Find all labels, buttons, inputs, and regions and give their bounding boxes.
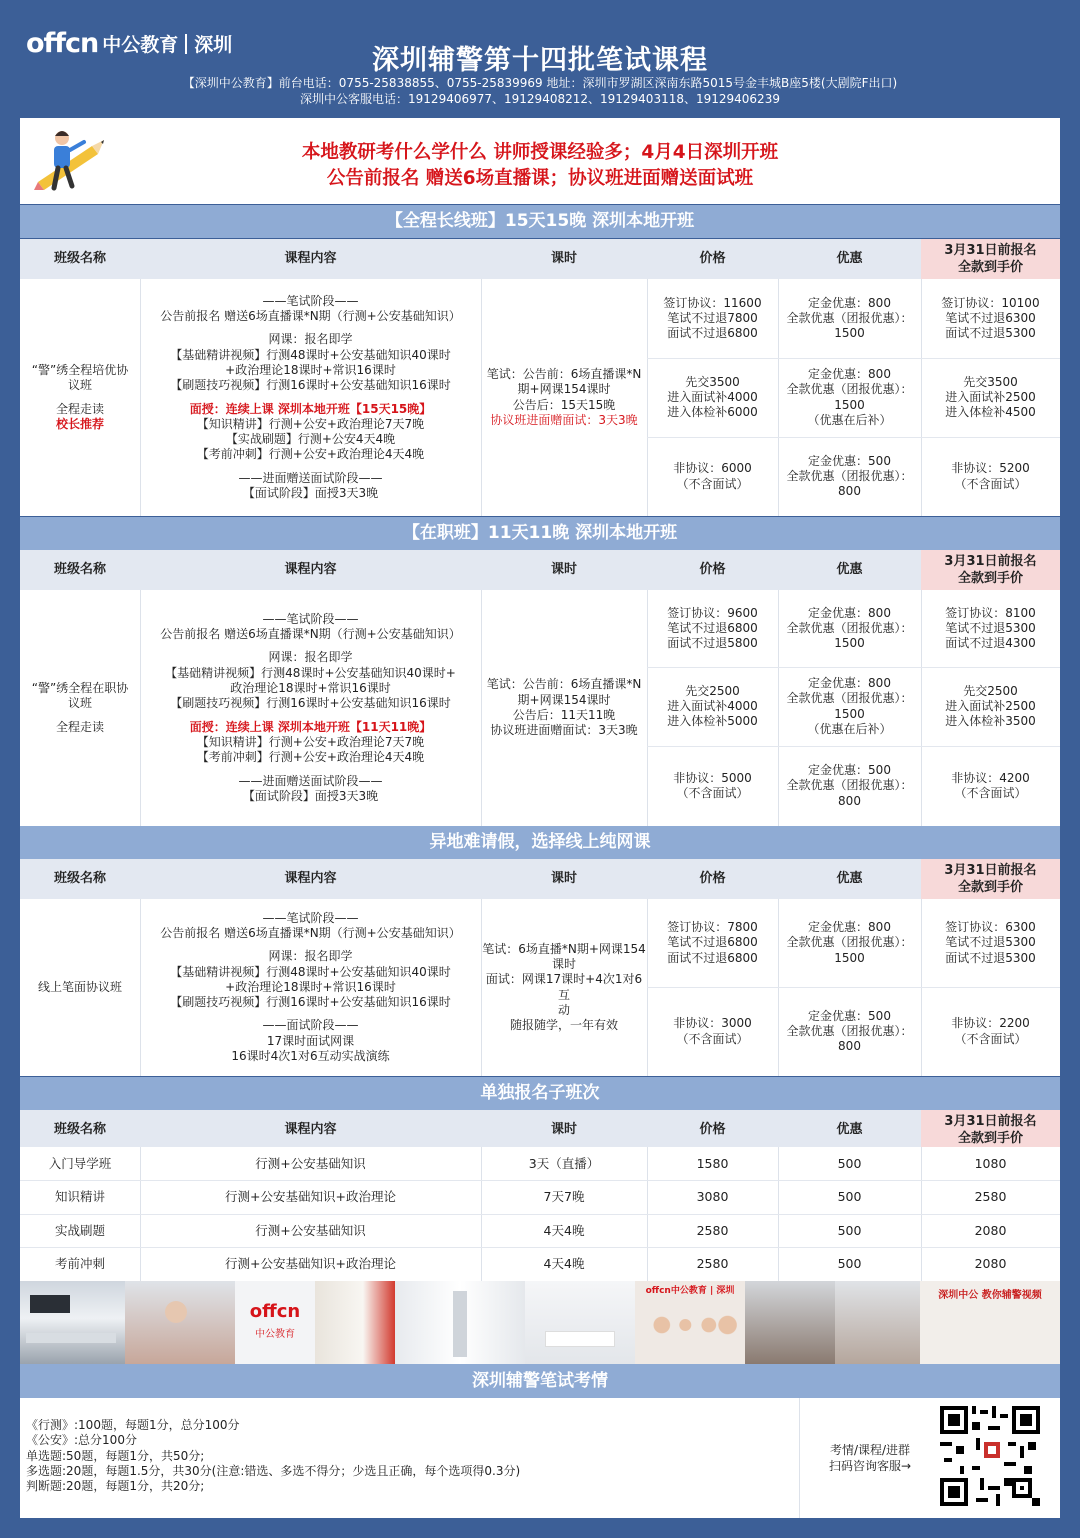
offer-cell: [778, 279, 921, 358]
promo-sign-photo: [920, 1281, 1060, 1364]
content-line-highlight: 面授：连续上课 深圳本地开班【15天15晚】: [189, 401, 432, 416]
row-content: 行测+公安基础知识+政治理论: [225, 1189, 396, 1204]
col-final-price-line1: 3月31日前报名: [944, 554, 1037, 569]
final-line: 非协议：2200: [951, 1016, 1030, 1031]
col-price: 价格: [699, 562, 726, 577]
price-line: 进入体检补6000: [667, 405, 758, 420]
page-title: 深圳辅警第十四批笔试课程: [372, 45, 708, 76]
col-offer: 优惠: [836, 562, 863, 577]
contact-line-1: 【深圳中公教育】前台电话：0755-25838855、0755-25839969 地址：深圳市罗湖区深南东路5015号金丰城B座5楼(大剧院F出口): [182, 76, 898, 90]
content-line: 网课：报名即学: [268, 332, 353, 347]
row-content: 行测+公安基础知识: [255, 1156, 366, 1171]
row-class-name: 知识精讲: [54, 1189, 105, 1204]
col-content: 课程内容: [284, 871, 337, 886]
col-hours: 课时: [550, 1122, 577, 1137]
price-cell: [647, 279, 778, 358]
final-price-cell: [921, 279, 1060, 358]
full-course-table: [20, 279, 1060, 516]
col-final-price: [921, 239, 1060, 279]
col-class-name: 班级名称: [53, 871, 106, 886]
section-title-sub-classes: 单独报名子班次: [20, 1077, 1060, 1110]
col-class-name: 班级名称: [53, 1122, 106, 1137]
col-final-price-line2: 全款到手价: [957, 571, 1023, 586]
offer-line: 全款优惠（团报优惠）：: [786, 935, 913, 950]
qr-caption-line: 扫码咨询客服→: [828, 1459, 912, 1473]
offer-cell: [778, 358, 921, 437]
price-cell: [647, 590, 778, 667]
column-header-row: [20, 550, 1060, 590]
content-line: ——笔试阶段——: [262, 293, 359, 308]
hours-line-highlight: 协议班进面赠面试：3天3晚: [490, 412, 638, 427]
class-name-line: 全程走读: [55, 719, 104, 734]
column-header-row: [20, 1110, 1060, 1150]
row-class-name: 考前冲刺: [54, 1256, 105, 1271]
price-cell: [647, 987, 778, 1076]
content-line: 【面试阶段】面授3天3晚: [242, 788, 379, 803]
hours-line: 笔试：公告前：6场直播课*N: [486, 366, 642, 381]
col-hours: 课时: [550, 562, 577, 577]
content-line-highlight: 面授：连续上课 深圳本地开班【11天11晚】: [189, 719, 432, 734]
row-offer: 500: [837, 1156, 862, 1171]
final-line: 笔试不过退5300: [945, 620, 1036, 635]
hours-line: 公告后：11天11晚: [512, 708, 616, 722]
content-line: 【基础精讲视频】行测48课时+公安基础知识40课时+: [165, 665, 456, 680]
promo-headline-2: 公告前报名 赠送6场直播课；协议班进面赠送面试班: [326, 168, 754, 189]
contact-line-2: 深圳中公客服电话：19129406977、19129408212、19129403118、19129406239: [300, 92, 780, 106]
row-content: 行测+公安基础知识+政治理论: [225, 1256, 396, 1271]
final-line: （不含面试）: [954, 1031, 1027, 1046]
offer-line: 800: [838, 484, 861, 499]
final-line: 笔试不过退6300: [945, 310, 1036, 325]
final-line: 笔试不过退5300: [945, 935, 1036, 950]
content-line: 政治理论18课时+常识16课时: [230, 681, 391, 696]
row-offer: 500: [837, 1189, 862, 1204]
content-line: 公告前报名 赠送6场直播课*N期（行测+公安基础知识）: [160, 925, 461, 940]
section-title-exam: 深圳辅警笔试考情: [20, 1364, 1060, 1398]
final-price-cell: [921, 987, 1060, 1076]
offer-cell: [778, 987, 921, 1076]
row-offer: 500: [837, 1256, 862, 1271]
col-final-price: [921, 1110, 1060, 1150]
offer-line: 1500: [834, 326, 865, 341]
col-class-name: 班级名称: [53, 562, 106, 577]
row-final-price: 1080: [974, 1156, 1007, 1171]
col-hours: 课时: [550, 871, 577, 886]
price-line: 笔试不过退7800: [667, 310, 758, 325]
column-header-row: [20, 859, 1060, 899]
col-final-price-line2: 全款到手价: [957, 880, 1023, 895]
class-name-line: 议班: [67, 378, 92, 393]
offer-cell: [778, 899, 921, 987]
col-offer: 优惠: [836, 1122, 863, 1137]
content-line: 【知识精讲】行测+公安+政治理论7天7晚: [196, 734, 425, 749]
final-line: 签订协议：6300: [945, 920, 1036, 935]
hours-cell: [481, 279, 647, 516]
col-hours: 课时: [550, 251, 577, 266]
price-line: 先交2500: [685, 683, 740, 698]
price-line: （不含面试）: [676, 1031, 749, 1046]
row-content: 行测+公安基础知识: [255, 1223, 366, 1238]
final-price-cell: [921, 358, 1060, 437]
content-line: 17课时面试网课: [266, 1033, 355, 1048]
group-banner-text: offcn中公教育 | 深圳: [645, 1286, 735, 1296]
offer-line: 定金优惠：800: [808, 920, 891, 935]
row-hours: 3天（直播）: [528, 1156, 600, 1171]
hours-line: 笔试：6场直播*N期+网课154: [482, 941, 646, 956]
offer-line: 1500: [834, 950, 865, 965]
col-final-price: [921, 550, 1060, 590]
offer-line: 定金优惠：500: [808, 1008, 891, 1023]
exam-info-panel: [20, 1398, 1060, 1518]
page-header: [0, 0, 1080, 118]
corridor-photo: [395, 1281, 525, 1364]
row-final-price: 2080: [974, 1256, 1007, 1271]
col-content: 课程内容: [284, 251, 337, 266]
classroom-photo: [20, 1281, 125, 1364]
offer-line: 定金优惠：500: [808, 763, 891, 778]
final-line: 进入体检补3500: [945, 714, 1036, 729]
content-line: ——进面赠送面试阶段——: [238, 470, 383, 485]
part-time-table: [20, 590, 1060, 826]
logo-mark: offcn: [26, 28, 99, 59]
hours-line: 随报随学，一年有效: [509, 1018, 618, 1033]
offer-line: 全款优惠（团报优惠）：: [786, 310, 913, 325]
col-final-price-line1: 3月31日前报名: [944, 243, 1037, 258]
final-line: 先交2500: [963, 683, 1018, 698]
table-row: [20, 1180, 1060, 1213]
row-price: 2580: [696, 1223, 729, 1238]
exam-info-line: 多选题:20题，每题1.5分，共30分(注意:错选、多选不得分；少选且正确，每个选项得0.3分): [26, 1463, 521, 1478]
row-final-price: 2580: [974, 1189, 1007, 1204]
price-cell: [647, 899, 778, 987]
offer-line: 全款优惠（团报优惠）：: [786, 468, 913, 483]
course-content-cell: [140, 590, 481, 826]
col-final-price-line1: 3月31日前报名: [944, 1114, 1037, 1129]
hours-line: 面试：网课17课时+4次1对6互: [485, 972, 643, 1002]
content-line: ——笔试阶段——: [262, 611, 359, 626]
final-price-cell: [921, 899, 1060, 987]
price-line: 签订协议：11600: [663, 295, 762, 310]
col-offer: 优惠: [836, 871, 863, 886]
col-content: 课程内容: [284, 1122, 337, 1137]
class-name-line: 全程走读: [55, 401, 104, 416]
classroom-photo: [125, 1281, 235, 1364]
exam-info-list: [26, 1418, 520, 1494]
offer-line: （优惠在后补）: [807, 721, 892, 736]
section-title-online: 异地难请假，选择线上纯网课: [20, 826, 1060, 859]
col-offer: 优惠: [836, 251, 863, 266]
photo-logo-cn: 中公教育: [255, 1329, 295, 1340]
content-line: 【考前冲刺】行测+公安+政治理论4天4晚: [196, 750, 425, 765]
qr-caption-line: 考情/课程/进群: [829, 1443, 911, 1457]
offer-line: 全款优惠（团报优惠）：: [786, 778, 913, 793]
class-name-line: 线上笔面协议班: [37, 979, 122, 994]
offer-cell: [778, 667, 921, 746]
offer-line: 定金优惠：800: [808, 366, 891, 381]
hours-line: 期+网课154课时: [517, 382, 611, 397]
offer-line: 1500: [834, 706, 865, 721]
column-header-row: [20, 239, 1060, 279]
offer-line: 定金优惠：500: [808, 453, 891, 468]
final-line: 非协议：5200: [951, 461, 1030, 476]
price-line: （不含面试）: [676, 476, 749, 491]
group-photo: [635, 1281, 745, 1364]
col-final-price-line2: 全款到手价: [957, 1131, 1023, 1146]
row-price: 3080: [696, 1189, 729, 1204]
qr-caption: [800, 1442, 940, 1474]
row-hours: 4天4晚: [543, 1223, 585, 1238]
col-price: 价格: [699, 871, 726, 886]
exam-info-line: 判断题:20题，每题1分，共20分;: [26, 1479, 205, 1494]
offer-line: 1500: [834, 636, 865, 651]
offer-line: 定金优惠：800: [808, 605, 891, 620]
content-line: 【考前冲刺】行测+公安+政治理论4天4晚: [196, 447, 425, 462]
qr-code-icon[interactable]: [940, 1406, 1040, 1506]
class-name-cell: [20, 899, 140, 1076]
promo-banner: [20, 118, 1060, 204]
col-content: 课程内容: [284, 562, 337, 577]
final-price-cell: [921, 667, 1060, 746]
content-line: 网课：报名即学: [268, 949, 353, 964]
logo-city: 深圳: [194, 34, 233, 56]
final-line: 面试不过退4300: [945, 636, 1036, 651]
hours-line: 公告后：15天15晚: [512, 397, 616, 412]
logo-chinese: 中公教育: [102, 34, 179, 56]
row-price: 1580: [696, 1156, 729, 1171]
content-line: 网课：报名即学: [268, 650, 353, 665]
offer-cell: [778, 746, 921, 826]
content-line: ——面试阶段——: [262, 1018, 359, 1033]
class-name-cell: [20, 279, 140, 516]
col-final-price: [921, 859, 1060, 899]
offer-line: 全款优惠（团报优惠）：: [786, 691, 913, 706]
price-line: 面试不过退6800: [667, 950, 758, 965]
table-row: [20, 1147, 1060, 1180]
sub-class-table: [20, 1147, 1060, 1281]
course-content-cell: [140, 279, 481, 516]
offer-cell: [778, 590, 921, 667]
class-name-line: “警”绣全程培优协: [31, 362, 129, 377]
price-cell: [647, 667, 778, 746]
price-line: 面试不过退6800: [667, 326, 758, 341]
content-line: 【刷题技巧视频】行测16课时+公安基础知识16课时: [170, 696, 451, 711]
row-hours: 4天4晚: [543, 1256, 585, 1271]
final-price-cell: [921, 746, 1060, 826]
offer-line: 800: [838, 1039, 861, 1054]
final-line: 进入面试补2500: [945, 698, 1036, 713]
row-hours: 7天7晚: [543, 1189, 585, 1204]
offer-line: 定金优惠：800: [808, 295, 891, 310]
final-line: 非协议：4200: [951, 770, 1030, 785]
final-line: 进入面试补2500: [945, 389, 1036, 404]
exam-info-line: 《公安》:总分100分: [26, 1433, 137, 1448]
reception-photo: [525, 1281, 635, 1364]
price-cell: [647, 437, 778, 516]
class-name-line: “警”绣全程在职协: [31, 681, 129, 696]
final-line: 签订协议：10100: [941, 295, 1040, 310]
price-line: （不含面试）: [676, 786, 749, 800]
content-line: ——笔试阶段——: [262, 910, 359, 925]
final-line: 签订协议：8100: [945, 605, 1036, 620]
sign-text: 深圳中公 教你辅警视频: [938, 1290, 1042, 1301]
hours-line: 动: [557, 1002, 570, 1017]
offer-cell: [778, 437, 921, 516]
row-offer: 500: [837, 1223, 862, 1238]
final-line: （不含面试）: [954, 786, 1027, 800]
offer-line: 全款优惠（团报优惠）：: [786, 620, 913, 635]
price-line: 非协议：6000: [673, 461, 752, 476]
content-line: +政治理论18课时+常识16课时: [225, 362, 396, 377]
content-line: 【刷题技巧视频】行测16课时+公安基础知识16课时: [170, 378, 451, 393]
offer-line: 定金优惠：800: [808, 675, 891, 690]
content-line: +政治理论18课时+常识16课时: [225, 979, 396, 994]
campus-photo-strip: [20, 1281, 1060, 1364]
hours-line: 期+网课154课时: [517, 692, 611, 707]
col-price: 价格: [699, 251, 726, 266]
row-price: 2580: [696, 1256, 729, 1271]
price-line: 进入面试补4000: [667, 389, 758, 404]
price-line: 签订协议：7800: [667, 920, 758, 935]
row-final-price: 2080: [974, 1223, 1007, 1238]
photo-logo-text: offcn: [249, 1301, 301, 1322]
hours-cell: [481, 590, 647, 826]
final-line: 进入体检补4500: [945, 405, 1036, 420]
content-line: ——进面赠送面试阶段——: [238, 773, 383, 788]
price-line: 非协议：3000: [673, 1016, 752, 1031]
table-row: [20, 1247, 1060, 1280]
price-cell: [647, 746, 778, 826]
class-name-cell: [20, 590, 140, 826]
price-line: 面试不过退5800: [667, 636, 758, 651]
col-price: 价格: [699, 1122, 726, 1137]
col-final-price-line2: 全款到手价: [957, 260, 1023, 275]
content-line: 公告前报名 赠送6场直播课*N期（行测+公安基础知识）: [160, 309, 461, 324]
row-class-name: 入门导学班: [48, 1156, 112, 1171]
exam-info-line: 《行测》:100题，每题1分，总分100分: [26, 1418, 240, 1432]
class-session-photo: [745, 1281, 835, 1364]
final-line: 面试不过退5300: [945, 950, 1036, 965]
price-line: 进入面试补4000: [667, 698, 758, 713]
section-title-part-time: 【在职班】11天11晚 深圳本地开班: [20, 517, 1060, 550]
offer-line: 1500: [834, 397, 865, 412]
hours-line: 笔试：公告前：6场直播课*N: [486, 677, 642, 692]
final-price-cell: [921, 437, 1060, 516]
table-row: [20, 1214, 1060, 1247]
content-line: 16课时4次1对6互动实战演练: [231, 1049, 390, 1064]
content-line: 公告前报名 赠送6场直播课*N期（行测+公安基础知识）: [160, 627, 461, 642]
online-table: [20, 899, 1060, 1076]
final-line: 先交3500: [963, 374, 1018, 389]
content-line: 【面试阶段】面授3天3晚: [242, 485, 379, 500]
col-class-name: 班级名称: [53, 251, 106, 266]
course-content-cell: [140, 899, 481, 1076]
hours-cell: [481, 899, 647, 1076]
price-cell: [647, 358, 778, 437]
final-price-cell: [921, 590, 1060, 667]
final-line: 面试不过退5300: [945, 326, 1036, 341]
price-line: 先交3500: [685, 374, 740, 389]
price-line: 非协议：5000: [673, 770, 752, 785]
price-line: 进入体检补5000: [667, 714, 758, 729]
lobby-logo-photo: [235, 1281, 315, 1364]
price-line: 签订协议：9600: [667, 605, 758, 620]
col-final-price-line1: 3月31日前报名: [944, 863, 1037, 878]
content-line: 【基础精讲视频】行测48课时+公安基础知识40课时: [170, 347, 451, 362]
class-session-photo: [835, 1281, 920, 1364]
hours-line: 协议班进面赠面试：3天3晚: [490, 723, 638, 738]
section-title-full-course: 【全程长线班】15天15晚 深圳本地开班: [20, 205, 1060, 238]
row-class-name: 实战刷题: [54, 1223, 105, 1238]
promo-headline-1: 本地教研考什么学什么 讲师授课经验多；4月4日深圳开班: [301, 142, 779, 163]
final-line: （不含面试）: [954, 476, 1027, 491]
class-name-line: 议班: [67, 696, 92, 711]
offer-line: 全款优惠（团报优惠）：: [786, 1023, 913, 1038]
content-line: 【实战刷题】行测+公安4天4晚: [225, 432, 396, 447]
exam-info-line: 单选题:50题，每题1分，共50分;: [26, 1448, 205, 1463]
offer-line: 800: [838, 793, 861, 808]
price-line: 笔试不过退6800: [667, 935, 758, 950]
price-line: 笔试不过退6800: [667, 620, 758, 635]
principal-recommend-badge: 校长推荐: [55, 416, 104, 431]
content-line: 【刷题技巧视频】行测16课时+公安基础知识16课时: [170, 995, 451, 1010]
offer-line: （优惠在后补）: [807, 412, 892, 427]
hours-line: 课时: [551, 956, 576, 971]
content-line: 【知识精讲】行测+公安+政治理论7天7晚: [196, 416, 425, 431]
content-line: 【基础精讲视频】行测48课时+公安基础知识40课时: [170, 964, 451, 979]
offer-line: 全款优惠（团报优惠）：: [786, 382, 913, 397]
hallway-photo: [315, 1281, 395, 1364]
